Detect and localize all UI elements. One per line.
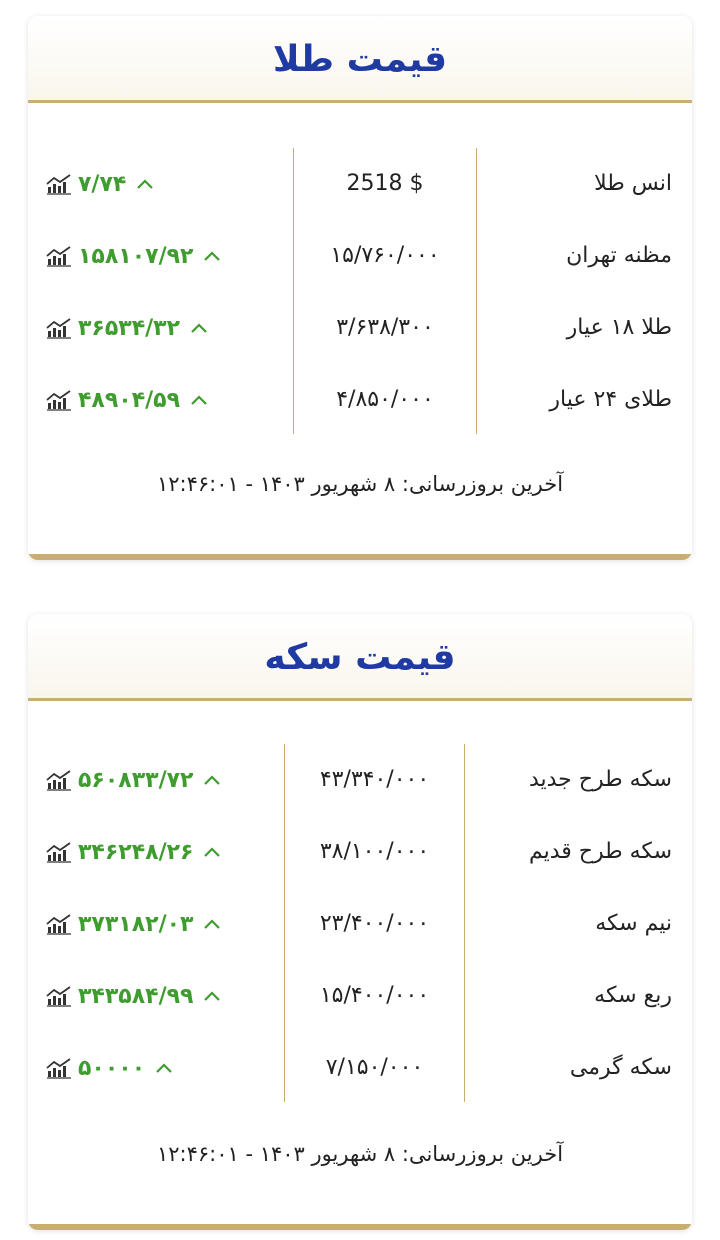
- item-name: ربع سکه: [594, 983, 672, 1008]
- item-change: [46, 364, 208, 436]
- change-value: ۵۶۰۸۳۳/۷۲: [78, 767, 194, 793]
- table-row: [28, 1032, 692, 1104]
- chart-icon[interactable]: [46, 317, 72, 339]
- item-change: [46, 816, 221, 888]
- item-name: نیم سکه: [595, 911, 672, 936]
- chart-icon[interactable]: [46, 389, 72, 411]
- item-change: [46, 960, 221, 1032]
- table-row: [28, 960, 692, 1032]
- item-change: [46, 1032, 173, 1104]
- item-price: ۷/۱۵۰/۰۰۰: [325, 1055, 424, 1080]
- up-arrow-icon: [203, 990, 221, 1002]
- gold-card-header: [28, 16, 692, 103]
- up-arrow-icon: [203, 918, 221, 930]
- item-price: 2518 $: [346, 171, 424, 196]
- up-arrow-icon: [190, 394, 208, 406]
- up-arrow-icon: [203, 250, 221, 262]
- change-value: ۷/۷۴: [78, 171, 127, 197]
- card-footer-bar: [28, 1224, 692, 1230]
- up-arrow-icon: [203, 846, 221, 858]
- chart-icon[interactable]: [46, 245, 72, 267]
- item-price: ۱۵/۷۶۰/۰۰۰: [330, 243, 440, 268]
- item-name: سکه گرمی: [569, 1055, 672, 1080]
- up-arrow-icon: [203, 774, 221, 786]
- item-name: انس طلا: [594, 171, 672, 196]
- chart-icon[interactable]: [46, 173, 72, 195]
- item-name: مظنه تهران: [566, 243, 672, 268]
- item-name: سکه طرح جدید: [528, 767, 672, 792]
- last-updated-text: آخرین بروزرسانی: ۸ شهریور ۱۴۰۳ - ۱۲:۴۶:۰۱: [156, 472, 564, 496]
- coin-price-card: [28, 614, 692, 1230]
- item-change: [46, 220, 221, 292]
- item-change: [46, 148, 154, 220]
- change-value: ۱۵۸۱۰۷/۹۲: [78, 243, 194, 269]
- item-price: ۴۳/۳۴۰/۰۰۰: [319, 767, 430, 792]
- last-updated-text: آخرین بروزرسانی: ۸ شهریور ۱۴۰۳ - ۱۲:۴۶:۰۱: [156, 1142, 564, 1166]
- item-name: طلای ۲۴ عیار: [549, 387, 672, 412]
- table-row: [28, 148, 692, 220]
- item-name: سکه طرح قدیم: [528, 839, 672, 864]
- table-row: [28, 364, 692, 436]
- table-row: [28, 292, 692, 364]
- gold-price-card: [28, 16, 692, 560]
- item-name: طلا ۱۸ عیار: [566, 315, 672, 340]
- change-value: ۴۸۹۰۴/۵۹: [78, 387, 181, 413]
- coin-card-header: [28, 614, 692, 701]
- up-arrow-icon: [155, 1062, 173, 1074]
- chart-icon[interactable]: [46, 1057, 72, 1079]
- item-change: [46, 888, 221, 960]
- chart-icon[interactable]: [46, 985, 72, 1007]
- item-change: [46, 292, 208, 364]
- card-footer-bar: [28, 554, 692, 560]
- coin-card-title: قیمت سکه: [264, 636, 456, 678]
- item-price: ۳/۶۳۸/۳۰۰: [336, 315, 434, 340]
- item-price: ۲۳/۴۰۰/۰۰۰: [319, 911, 430, 936]
- change-value: ۳۴۳۵۸۴/۹۹: [78, 983, 194, 1009]
- change-value: ۳۴۶۲۴۸/۲۶: [78, 839, 194, 865]
- table-row: [28, 816, 692, 888]
- gold-card-title: قیمت طلا: [272, 38, 448, 80]
- up-arrow-icon: [136, 178, 154, 190]
- gold-price-table: [28, 148, 692, 434]
- table-row: [28, 888, 692, 960]
- item-price: ۱۵/۴۰۰/۰۰۰: [319, 983, 430, 1008]
- chart-icon[interactable]: [46, 913, 72, 935]
- up-arrow-icon: [190, 322, 208, 334]
- change-value: ۳۶۵۳۴/۳۲: [78, 315, 181, 341]
- chart-icon[interactable]: [46, 769, 72, 791]
- item-price: ۳۸/۱۰۰/۰۰۰: [319, 839, 430, 864]
- table-row: [28, 220, 692, 292]
- table-row: [28, 744, 692, 816]
- change-value: ۵۰۰۰۰: [78, 1055, 146, 1081]
- coin-price-table: [28, 744, 692, 1102]
- item-change: [46, 744, 221, 816]
- chart-icon[interactable]: [46, 841, 72, 863]
- item-price: ۴/۸۵۰/۰۰۰: [336, 387, 434, 412]
- change-value: ۳۷۳۱۸۲/۰۳: [78, 911, 194, 937]
